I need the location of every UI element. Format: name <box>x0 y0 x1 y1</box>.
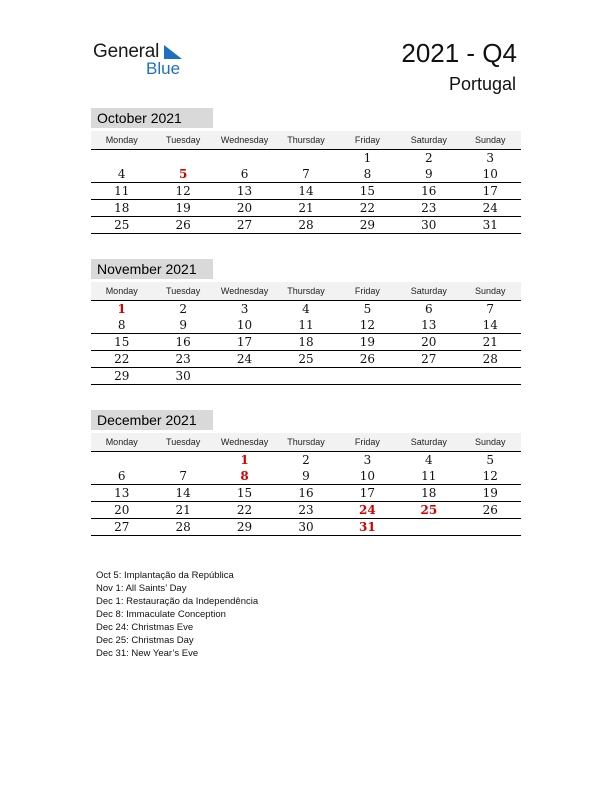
weekday-label: Sunday <box>474 135 506 145</box>
logo-general-text: General <box>93 41 160 62</box>
day-cell: 28 <box>175 520 191 534</box>
holiday-day-cell: 5 <box>178 167 188 181</box>
holiday-day-cell: 25 <box>420 503 438 517</box>
day-cell <box>398 368 459 384</box>
page-title: 2021 - Q4 <box>401 38 517 68</box>
day-cell: 12 <box>359 318 376 332</box>
day-cell: 15 <box>236 486 253 500</box>
weekday-label: Sunday <box>474 437 506 447</box>
week-row <box>91 301 521 317</box>
day-cell: 10 <box>236 318 253 332</box>
day-cell: 13 <box>421 318 437 332</box>
holiday-note: Oct 5: Implantação da República <box>96 570 234 581</box>
week-row <box>91 183 521 200</box>
week-row <box>91 452 521 468</box>
holiday-list <box>96 569 258 660</box>
holiday-day-cell: 24 <box>359 503 376 517</box>
day-cell: 23 <box>175 352 191 366</box>
day-cell: 25 <box>114 218 130 232</box>
week-row <box>91 468 521 485</box>
holiday-note: Nov 1: All Saints’ Day <box>96 583 187 594</box>
week-row <box>91 351 521 368</box>
day-cell: 11 <box>421 469 437 483</box>
day-cell: 26 <box>359 352 376 366</box>
day-cell: 9 <box>425 167 433 181</box>
week-row <box>91 317 521 334</box>
day-cell: 21 <box>298 201 314 215</box>
holiday-note: Dec 24: Christmas Eve <box>96 622 194 633</box>
weekday-label: Tuesday <box>166 135 201 145</box>
week-row <box>91 217 521 234</box>
day-cell: 19 <box>175 201 191 215</box>
day-cell: 29 <box>114 369 130 383</box>
month-title: November 2021 <box>91 259 213 279</box>
month-november <box>91 259 521 385</box>
day-cell: 13 <box>114 486 130 500</box>
day-cell: 17 <box>359 486 376 500</box>
day-cell: 25 <box>298 352 314 366</box>
day-cell: 20 <box>421 335 437 349</box>
holiday-note: Dec 31: New Year’s Eve <box>96 648 199 659</box>
day-cell: 14 <box>482 318 498 332</box>
weekday-label: Monday <box>105 286 138 296</box>
day-cell: 27 <box>236 218 253 232</box>
day-cell: 12 <box>175 184 191 198</box>
day-cell: 6 <box>240 167 249 181</box>
weeks <box>91 452 521 536</box>
weekday-label: Tuesday <box>166 437 201 447</box>
day-cell: 16 <box>298 486 314 500</box>
day-cell: 26 <box>175 218 191 232</box>
holiday-day-cell: 1 <box>117 302 126 316</box>
weekday-label: Friday <box>354 437 380 447</box>
weekday-label: Wednesday <box>220 437 269 447</box>
day-cell: 3 <box>240 302 249 316</box>
day-cell: 6 <box>117 469 126 483</box>
weekday-label: Friday <box>354 135 380 145</box>
week-row <box>91 502 521 519</box>
weekday-label: Saturday <box>410 286 447 296</box>
holiday-note: Dec 1: Restauração da Independência <box>96 596 259 607</box>
day-cell <box>275 368 336 384</box>
weekday-label: Thursday <box>287 286 325 296</box>
day-cell: 28 <box>482 352 498 366</box>
weeks <box>91 150 521 234</box>
holiday-day-cell: 8 <box>240 469 249 483</box>
day-cell: 23 <box>298 503 314 517</box>
week-row <box>91 200 521 217</box>
day-cell: 14 <box>298 184 314 198</box>
day-cell <box>91 452 152 468</box>
country-name: Portugal <box>448 74 516 94</box>
day-cell: 8 <box>363 167 372 181</box>
day-cell: 30 <box>175 369 191 383</box>
day-cell: 8 <box>117 318 126 332</box>
day-cell <box>152 150 213 166</box>
day-cell: 5 <box>363 302 372 316</box>
weeks <box>91 301 521 385</box>
logo-blue-text: Blue <box>146 59 181 78</box>
holiday-day-cell: 1 <box>240 453 249 467</box>
weekday-label: Tuesday <box>166 286 201 296</box>
weekday-label: Wednesday <box>220 286 269 296</box>
day-cell: 2 <box>179 302 187 316</box>
month-title: October 2021 <box>91 108 213 128</box>
day-cell: 30 <box>421 218 437 232</box>
day-cell: 17 <box>236 335 253 349</box>
weekday-label: Saturday <box>410 437 447 447</box>
day-cell <box>398 519 459 535</box>
day-cell: 27 <box>421 352 437 366</box>
day-cell: 14 <box>175 486 191 500</box>
day-cell: 22 <box>359 201 376 215</box>
day-cell: 21 <box>482 335 498 349</box>
day-cell: 20 <box>114 503 130 517</box>
day-cell: 26 <box>482 503 498 517</box>
weekday-label: Friday <box>354 286 380 296</box>
day-cell: 3 <box>486 151 495 165</box>
holiday-note: Dec 25: Christmas Day <box>96 635 194 646</box>
day-cell: 7 <box>179 469 187 483</box>
day-cell: 28 <box>298 218 314 232</box>
day-cell: 12 <box>482 469 498 483</box>
day-cell: 9 <box>179 318 187 332</box>
week-row <box>91 150 521 166</box>
day-cell: 24 <box>236 352 253 366</box>
day-cell: 11 <box>298 318 314 332</box>
day-cell: 6 <box>425 302 433 316</box>
day-cell: 4 <box>302 302 310 316</box>
day-cell: 30 <box>298 520 314 534</box>
week-row <box>91 519 521 536</box>
holiday-day-cell: 31 <box>359 520 376 534</box>
day-cell: 3 <box>363 453 372 467</box>
weekday-header <box>91 433 521 452</box>
day-cell: 4 <box>117 167 126 181</box>
week-row <box>91 368 521 385</box>
day-cell: 29 <box>236 520 253 534</box>
weekday-label: Monday <box>105 135 138 145</box>
day-cell: 22 <box>236 503 253 517</box>
weekday-label: Monday <box>105 437 138 447</box>
day-cell: 5 <box>486 453 495 467</box>
day-cell: 16 <box>175 335 191 349</box>
day-cell <box>275 150 336 166</box>
day-cell: 27 <box>114 520 130 534</box>
month-december <box>91 410 521 536</box>
day-cell: 1 <box>363 151 372 165</box>
day-cell <box>460 368 521 384</box>
day-cell: 24 <box>482 201 498 215</box>
weekday-label: Sunday <box>474 286 506 296</box>
day-cell: 15 <box>359 184 376 198</box>
day-cell: 17 <box>482 184 498 198</box>
day-cell: 7 <box>302 167 310 181</box>
day-cell: 15 <box>114 335 130 349</box>
day-cell: 13 <box>236 184 253 198</box>
day-cell: 2 <box>425 151 433 165</box>
logo-triangle-icon <box>164 45 182 59</box>
day-cell: 21 <box>175 503 191 517</box>
day-cell <box>214 150 275 166</box>
day-cell: 4 <box>425 453 433 467</box>
weekday-label: Thursday <box>287 135 325 145</box>
day-cell: 20 <box>236 201 253 215</box>
month-october <box>91 108 521 234</box>
day-cell: 7 <box>486 302 495 316</box>
day-cell: 10 <box>482 167 498 181</box>
day-cell <box>152 452 213 468</box>
week-row <box>91 166 521 183</box>
day-cell <box>460 519 521 535</box>
day-cell <box>214 368 275 384</box>
week-row <box>91 334 521 351</box>
day-cell: 16 <box>421 184 437 198</box>
month-title: December 2021 <box>91 410 213 430</box>
day-cell: 11 <box>114 184 130 198</box>
weekday-label: Thursday <box>287 437 325 447</box>
day-cell: 29 <box>359 218 376 232</box>
day-cell: 9 <box>302 469 310 483</box>
day-cell: 10 <box>359 469 376 483</box>
weekday-label: Wednesday <box>220 135 269 145</box>
weekday-label: Saturday <box>410 135 447 145</box>
weekday-header <box>91 131 521 150</box>
holiday-note: Dec 8: Immaculate Conception <box>96 609 226 620</box>
day-cell <box>91 150 152 166</box>
day-cell: 18 <box>421 486 437 500</box>
day-cell: 2 <box>302 453 310 467</box>
day-cell: 23 <box>421 201 437 215</box>
day-cell: 18 <box>114 201 130 215</box>
day-cell <box>337 368 398 384</box>
day-cell: 22 <box>114 352 130 366</box>
day-cell: 19 <box>482 486 498 500</box>
day-cell: 19 <box>359 335 376 349</box>
weekday-header <box>91 282 521 301</box>
week-row <box>91 485 521 502</box>
day-cell: 31 <box>482 218 498 232</box>
day-cell: 18 <box>298 335 314 349</box>
logo <box>93 41 193 81</box>
